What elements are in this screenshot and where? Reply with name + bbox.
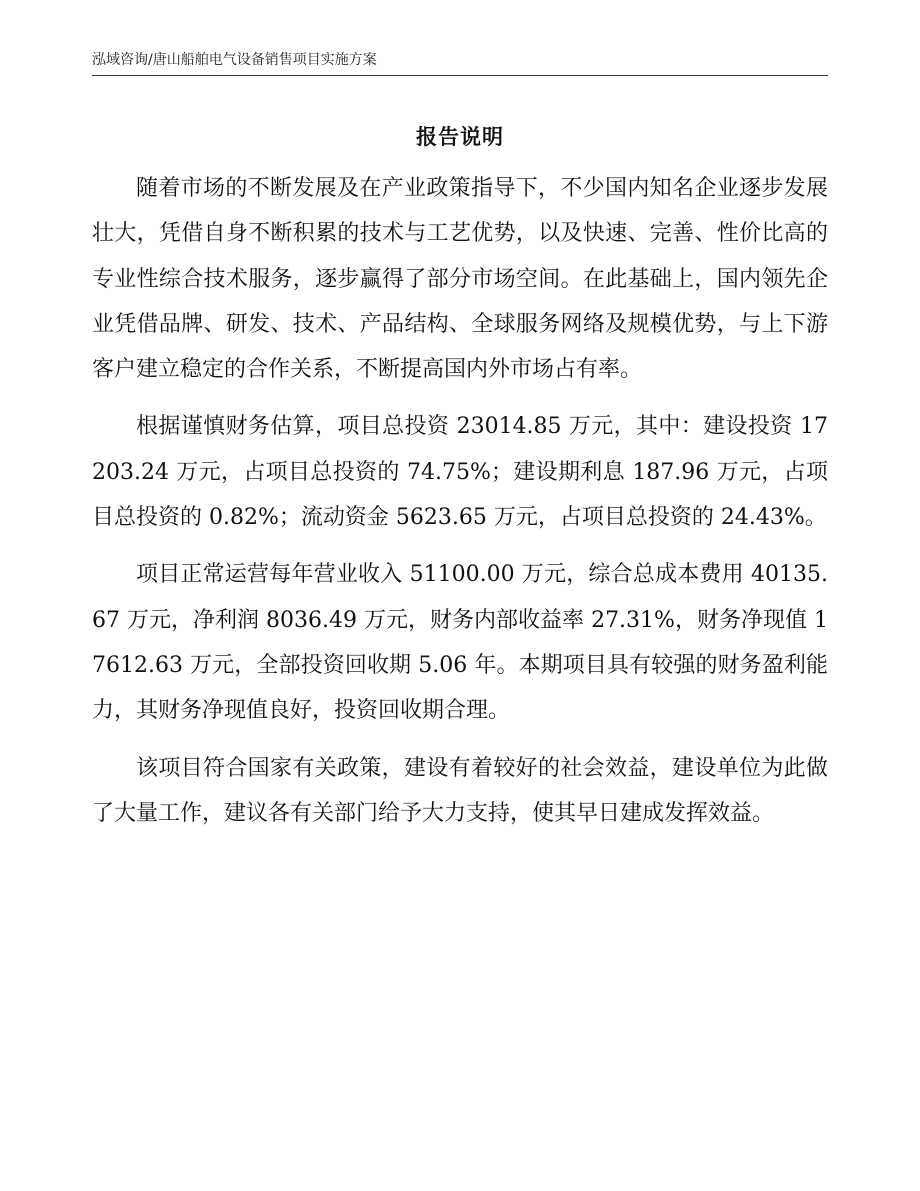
paragraph-financial-returns: 项目正常运营每年营业收入 51100.00 万元，综合总成本费用 40135.67 万元，净利润 8036.49 万元，财务内部收益率 27.31%，财务净现值 17612.63 万元，全部投资回收期 5.06 年。本期项目具有较强的财务盈利能力，其财务净现值良好，投资回收期合理。 [92,562,828,724]
header-divider [92,75,828,76]
paragraph-conclusion: 该项目符合国家有关政策，建设有着较好的社会效益，建设单位为此做了大量工作，建议各有关部门给予大力支持，使其早日建成发挥效益。 [92,755,828,826]
body-text [92,166,828,836]
running-header: 泓域咨询/唐山船舶电气设备销售项目实施方案 [92,52,377,68]
paragraph-investment-estimate: 根据谨慎财务估算，项目总投资 23014.85 万元，其中：建设投资 17203.24 万元，占项目总投资的 74.75%；建设期利息 187.96 万元，占项目总投资的 0.82%；流动资金 5623.65 万元，占项目总投资的 24.43%。 [92,414,828,531]
paragraph-market-background: 随着市场的不断发展及在产业政策指导下，不少国内知名企业逐步发展壮大，凭借自身不断积累的技术与工艺优势，以及快速、完善、性价比高的专业性综合技术服务，逐步赢得了部分市场空间。在此基础上，国内领先企业凭借品牌、研发、技术、产品结构、全球服务网络及规模优势，与上下游客户建立稳定的合作关系，不断提高国内外市场占有率。 [92,176,828,383]
section-title: 报告说明 [416,125,504,149]
